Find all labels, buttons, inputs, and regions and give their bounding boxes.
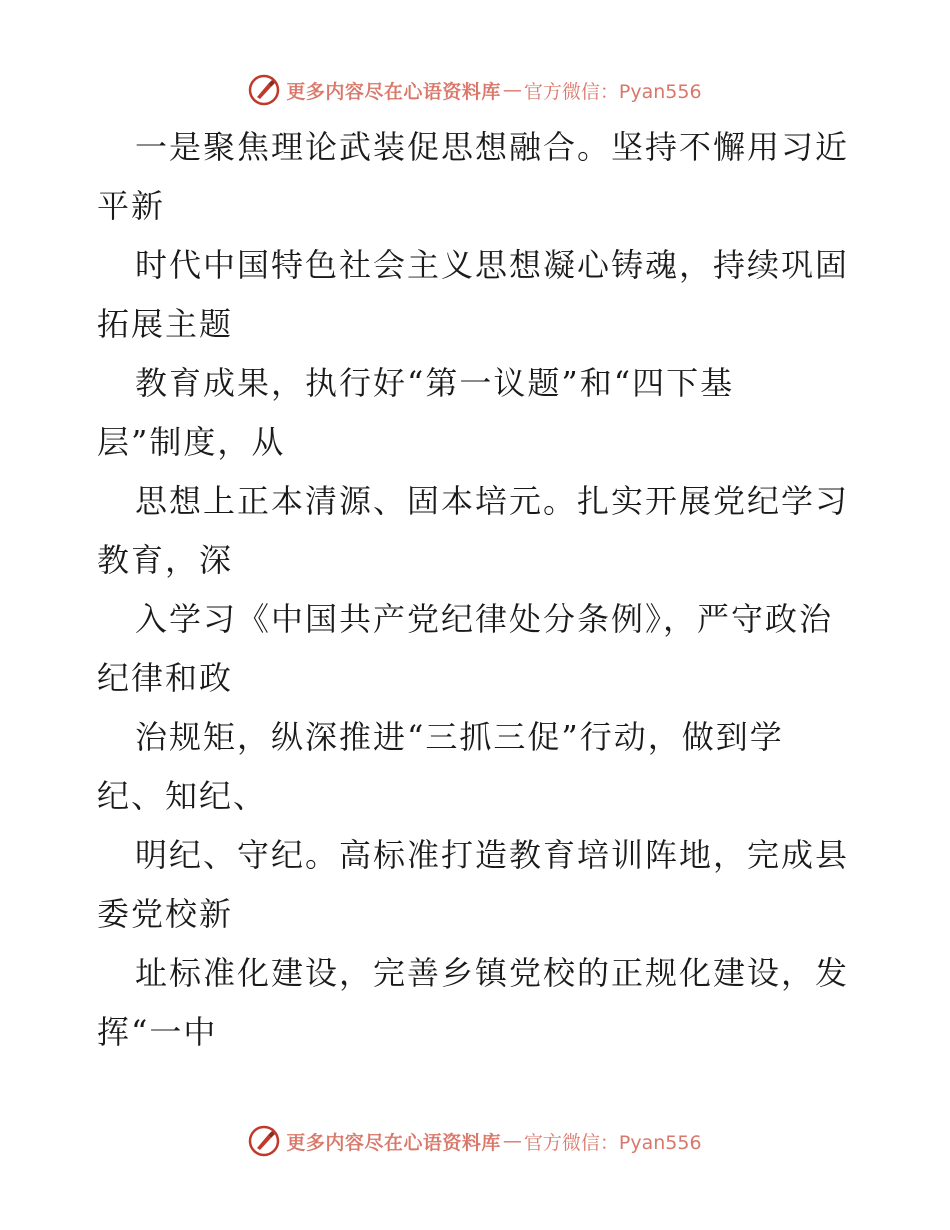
body-line: 纪、知纪、: [97, 777, 268, 815]
body-line: 明纪、守纪。高标准打造教育培训阵地，完成县: [135, 836, 850, 874]
body-line: 时代中国特色社会主义思想凝心铸魂，持续巩固: [135, 246, 850, 284]
pen-logo-icon: [248, 74, 280, 106]
watermark-separator: —: [502, 79, 522, 101]
body-line: 入学习《中国共产党纪律处分条例》，严守政治: [135, 600, 834, 638]
body-line: 委党校新: [97, 895, 234, 933]
footer-watermark: [0, 1121, 950, 1161]
body-line: 一是聚焦理论武装促思想融合。坚持不懈用习近: [135, 128, 850, 166]
body-line: 纪律和政: [97, 659, 234, 697]
watermark-text: 更多内容尽在心语资料库: [286, 1131, 501, 1154]
watermark-separator: —: [502, 1130, 522, 1152]
body-line: 治规矩，纵深推进“三抓三促”行动，做到学: [135, 718, 784, 756]
body-line: 层”制度，从: [97, 423, 286, 461]
body-line: 教育成果，执行好“第一议题”和“四下基: [135, 364, 735, 402]
watermark-text: 更多内容尽在心语资料库: [286, 80, 501, 103]
body-line: 教育，深: [97, 541, 234, 579]
watermark-wechat: 官方微信：Pyan556: [523, 1131, 702, 1154]
body-line: 思想上正本清源、固本培元。扎实开展党纪学习: [135, 482, 850, 520]
pen-logo-icon: [248, 1125, 280, 1157]
body-line: 挥“一中: [97, 1013, 218, 1051]
watermark-wechat: 官方微信：Pyan556: [523, 80, 702, 103]
body-line: 址标准化建设，完善乡镇党校的正规化建设，发: [135, 954, 850, 992]
document-body: [97, 118, 877, 1062]
body-line: 拓展主题: [97, 305, 234, 343]
body-line: 平新: [97, 187, 166, 225]
header-watermark: [0, 70, 950, 110]
